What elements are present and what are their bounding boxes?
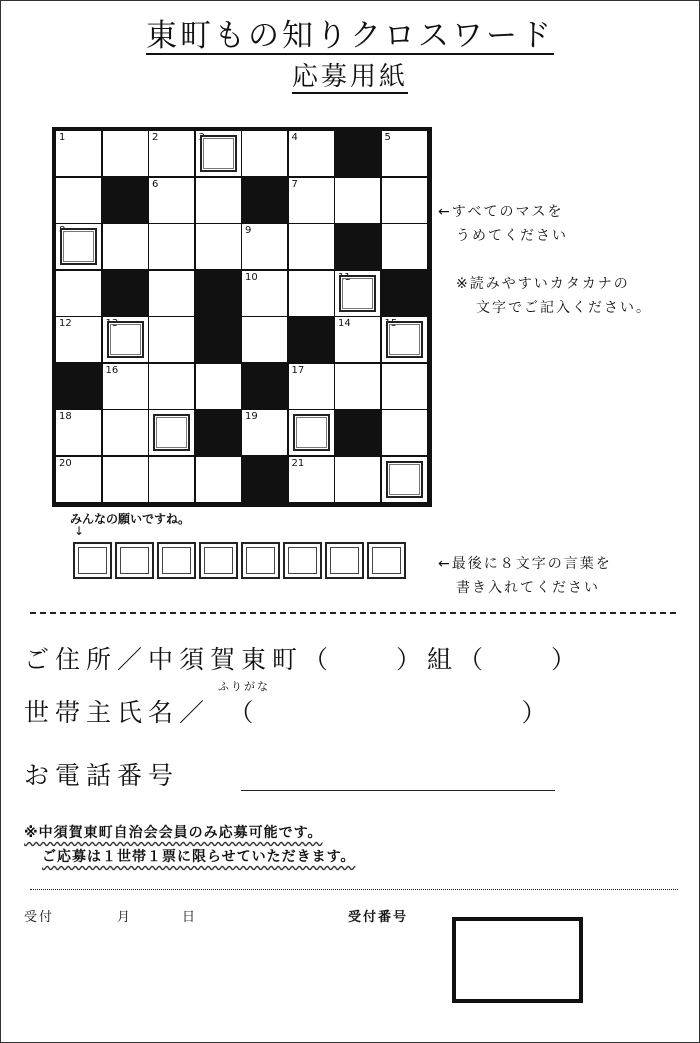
grid-cell[interactable]: [335, 364, 380, 409]
grid-cell[interactable]: [196, 224, 241, 269]
answer-boxes: [73, 542, 406, 579]
highlighted-cell[interactable]: [103, 317, 148, 362]
divider: [30, 889, 678, 890]
highlighted-cell[interactable]: [335, 271, 380, 316]
grid-cell[interactable]: [56, 457, 101, 502]
clue-number: 1: [59, 132, 66, 143]
grid-cell[interactable]: [56, 317, 101, 362]
eligibility-rule: ※中須賀東町自治会会員のみ応募可能です。: [24, 825, 323, 841]
grid-cell[interactable]: [149, 457, 194, 502]
answer-note: ←最後に８文字の言葉を 書き入れてください: [438, 556, 612, 596]
clue-number: 19: [245, 411, 258, 422]
black-cell: [289, 317, 334, 362]
one-vote-rule: ご応募は１世帯１票に限らせていただきます。: [42, 849, 356, 865]
black-cell: [335, 131, 380, 176]
grid-cell[interactable]: [289, 271, 334, 316]
grid-cell[interactable]: [335, 457, 380, 502]
clue-number: 17: [291, 364, 305, 376]
clue-number: 11: [338, 271, 351, 283]
grid-cell[interactable]: [56, 178, 101, 223]
answer-hint: みんなの願いですね。: [70, 512, 191, 526]
grid-cell[interactable]: [335, 178, 380, 223]
answer-box[interactable]: [241, 542, 280, 579]
black-cell: [335, 224, 380, 269]
black-cell: [196, 317, 241, 362]
answer-box[interactable]: [367, 542, 406, 579]
grid-cell[interactable]: [149, 224, 194, 269]
grid-cell[interactable]: [382, 224, 427, 269]
clue-number: 15: [384, 318, 398, 329]
grid-cell[interactable]: [242, 224, 287, 269]
month-label: 月: [117, 910, 133, 925]
grid-cell[interactable]: [242, 317, 287, 362]
answer-box[interactable]: [73, 542, 112, 579]
black-cell: [242, 457, 287, 502]
household-head-field[interactable]: 世帯主氏名／ （ ）: [24, 698, 553, 727]
grid-cell[interactable]: [382, 131, 427, 176]
phone-label: お電話番号: [24, 761, 180, 790]
crossword-grid: [52, 127, 432, 507]
black-cell: [56, 364, 101, 409]
clue-number: 12: [59, 318, 72, 329]
page-title: 東町もの知りクロスワード: [146, 18, 554, 54]
clue-number: 16: [105, 364, 119, 376]
highlighted-cell[interactable]: [56, 224, 101, 269]
answer-box[interactable]: [115, 542, 154, 579]
highlighted-cell[interactable]: [382, 457, 427, 502]
black-cell: [196, 271, 241, 316]
clue-number: 3: [198, 132, 205, 143]
clue-number: 2: [152, 132, 159, 143]
grid-cell[interactable]: [56, 131, 101, 176]
grid-cell[interactable]: [196, 364, 241, 409]
grid-cell[interactable]: [382, 364, 427, 409]
grid-cell[interactable]: [149, 178, 194, 223]
grid-cell[interactable]: [242, 410, 287, 455]
clue-number: 6: [152, 178, 159, 190]
grid-cell[interactable]: [196, 457, 241, 502]
grid-cell[interactable]: [103, 410, 148, 455]
grid-cell[interactable]: [149, 364, 194, 409]
grid-cell[interactable]: [196, 178, 241, 223]
clue-number: 13: [105, 318, 119, 329]
received-label: 受付: [24, 910, 55, 925]
clue-number: 5: [384, 132, 391, 143]
katakana-note: ※読みやすいカタカナの 文字でご記入ください。: [456, 276, 652, 316]
clue-number: 14: [338, 318, 351, 329]
black-cell: [242, 178, 287, 223]
highlighted-cell[interactable]: [289, 410, 334, 455]
clue-number: 9: [245, 225, 252, 236]
answer-box[interactable]: [157, 542, 196, 579]
grid-cell[interactable]: [103, 131, 148, 176]
clue-number: 4: [291, 132, 298, 143]
clue-number: 8: [59, 225, 66, 236]
black-cell: [242, 364, 287, 409]
grid-cell[interactable]: [56, 410, 101, 455]
grid-cell[interactable]: [103, 224, 148, 269]
phone-field[interactable]: [241, 790, 555, 791]
answer-box[interactable]: [283, 542, 322, 579]
clue-number: 7: [291, 178, 298, 190]
grid-cell[interactable]: [242, 271, 287, 316]
grid-cell[interactable]: [149, 271, 194, 316]
grid-cell[interactable]: [289, 364, 334, 409]
grid-cell[interactable]: [56, 271, 101, 316]
cut-line: [30, 612, 676, 614]
clue-number: 18: [59, 411, 72, 422]
grid-cell[interactable]: [103, 364, 148, 409]
receipt-number-box: [452, 917, 583, 1003]
black-cell: [103, 178, 148, 223]
grid-cell[interactable]: [242, 131, 287, 176]
address-field[interactable]: ご住所／中須賀東町（ ）組（ ）: [24, 645, 583, 674]
receipt-number-label: 受付番号: [348, 910, 409, 925]
clue-number: 10: [245, 271, 258, 283]
black-cell: [103, 271, 148, 316]
highlighted-cell[interactable]: [196, 131, 241, 176]
grid-cell[interactable]: [289, 457, 334, 502]
black-cell: [382, 271, 427, 316]
grid-cell[interactable]: [149, 131, 194, 176]
clue-number: 21: [291, 457, 305, 469]
grid-cell[interactable]: [149, 317, 194, 362]
grid-cell[interactable]: [382, 178, 427, 223]
down-arrow-icon: ↓: [74, 524, 85, 538]
answer-box[interactable]: [199, 542, 238, 579]
highlighted-cell[interactable]: [382, 317, 427, 362]
page-subtitle: 応募用紙: [291, 62, 408, 92]
furigana-label: ふりがな: [218, 680, 270, 693]
highlighted-cell[interactable]: [149, 410, 194, 455]
clue-number: 20: [59, 457, 72, 469]
grid-cell[interactable]: [289, 224, 334, 269]
fill-all-note: ←すべてのマスを うめてください: [438, 204, 568, 244]
grid-cell[interactable]: [335, 317, 380, 362]
answer-box[interactable]: [325, 542, 364, 579]
grid-cell[interactable]: [289, 178, 334, 223]
grid-cell[interactable]: [382, 410, 427, 455]
black-cell: [196, 410, 241, 455]
grid-cell[interactable]: [103, 457, 148, 502]
grid-cell[interactable]: [289, 131, 334, 176]
day-label: 日: [182, 910, 198, 925]
black-cell: [335, 410, 380, 455]
